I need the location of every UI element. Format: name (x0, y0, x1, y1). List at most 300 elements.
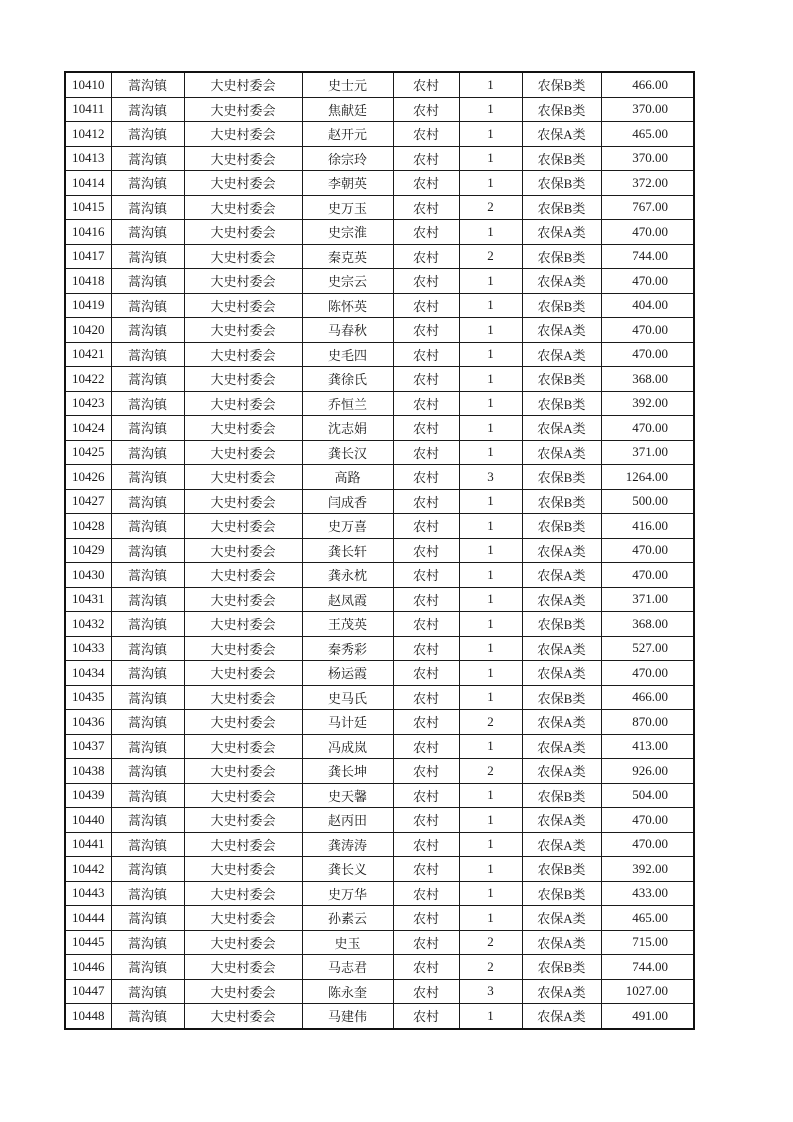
cell-amount: 470.00 (601, 220, 694, 245)
cell-village: 大史村委会 (184, 955, 302, 980)
cell-name: 王茂英 (302, 612, 393, 637)
cell-amount: 368.00 (601, 367, 694, 392)
table-row (65, 220, 694, 245)
cell-village: 大史村委会 (184, 97, 302, 122)
cell-type: 农村 (393, 661, 459, 686)
cell-category: 农保A类 (522, 636, 601, 661)
cell-id: 10433 (65, 636, 111, 661)
cell-town: 蒿沟镇 (111, 293, 184, 318)
cell-count: 1 (459, 440, 522, 465)
cell-type: 农村 (393, 220, 459, 245)
cell-village: 大史村委会 (184, 661, 302, 686)
cell-type: 农村 (393, 171, 459, 196)
table-row (65, 710, 694, 735)
cell-village: 大史村委会 (184, 244, 302, 269)
cell-id: 10411 (65, 97, 111, 122)
cell-amount: 491.00 (601, 1004, 694, 1029)
cell-count: 1 (459, 146, 522, 171)
cell-category: 农保A类 (522, 710, 601, 735)
cell-count: 1 (459, 391, 522, 416)
cell-category: 农保A类 (522, 220, 601, 245)
cell-id: 10418 (65, 269, 111, 294)
cell-count: 1 (459, 318, 522, 343)
table-row (65, 832, 694, 857)
cell-category: 农保A类 (522, 416, 601, 441)
cell-amount: 368.00 (601, 612, 694, 637)
cell-amount: 371.00 (601, 587, 694, 612)
table-row (65, 759, 694, 784)
cell-village: 大史村委会 (184, 514, 302, 539)
cell-amount: 392.00 (601, 391, 694, 416)
cell-count: 2 (459, 195, 522, 220)
cell-category: 农保B类 (522, 514, 601, 539)
cell-count: 1 (459, 808, 522, 833)
cell-id: 10415 (65, 195, 111, 220)
cell-id: 10422 (65, 367, 111, 392)
cell-type: 农村 (393, 72, 459, 97)
cell-type: 农村 (393, 636, 459, 661)
cell-category: 农保B类 (522, 97, 601, 122)
cell-category: 农保A类 (522, 979, 601, 1004)
cell-type: 农村 (393, 122, 459, 147)
cell-category: 农保A类 (522, 587, 601, 612)
cell-count: 2 (459, 930, 522, 955)
cell-name: 史万华 (302, 881, 393, 906)
cell-village: 大史村委会 (184, 489, 302, 514)
cell-village: 大史村委会 (184, 122, 302, 147)
table-row (65, 195, 694, 220)
cell-count: 3 (459, 465, 522, 490)
cell-count: 1 (459, 489, 522, 514)
cell-town: 蒿沟镇 (111, 881, 184, 906)
cell-town: 蒿沟镇 (111, 685, 184, 710)
cell-type: 农村 (393, 538, 459, 563)
cell-village: 大史村委会 (184, 783, 302, 808)
table-row (65, 734, 694, 759)
cell-type: 农村 (393, 391, 459, 416)
cell-amount: 744.00 (601, 955, 694, 980)
cell-category: 农保B类 (522, 244, 601, 269)
cell-amount: 433.00 (601, 881, 694, 906)
cell-type: 农村 (393, 97, 459, 122)
cell-amount: 372.00 (601, 171, 694, 196)
cell-category: 农保A类 (522, 342, 601, 367)
cell-category: 农保B类 (522, 391, 601, 416)
cell-amount: 466.00 (601, 72, 694, 97)
table-row (65, 318, 694, 343)
cell-town: 蒿沟镇 (111, 710, 184, 735)
cell-type: 农村 (393, 489, 459, 514)
table-row (65, 489, 694, 514)
cell-category: 农保B类 (522, 612, 601, 637)
cell-count: 2 (459, 710, 522, 735)
cell-count: 1 (459, 685, 522, 710)
cell-amount: 744.00 (601, 244, 694, 269)
cell-id: 10443 (65, 881, 111, 906)
cell-amount: 470.00 (601, 808, 694, 833)
cell-name: 龚徐氏 (302, 367, 393, 392)
cell-type: 农村 (393, 244, 459, 269)
table-row (65, 269, 694, 294)
cell-village: 大史村委会 (184, 979, 302, 1004)
cell-amount: 715.00 (601, 930, 694, 955)
cell-id: 10429 (65, 538, 111, 563)
cell-category: 农保A类 (522, 269, 601, 294)
cell-id: 10417 (65, 244, 111, 269)
cell-amount: 500.00 (601, 489, 694, 514)
cell-count: 1 (459, 587, 522, 612)
cell-town: 蒿沟镇 (111, 416, 184, 441)
table-row (65, 783, 694, 808)
cell-type: 农村 (393, 1004, 459, 1029)
cell-town: 蒿沟镇 (111, 318, 184, 343)
cell-town: 蒿沟镇 (111, 391, 184, 416)
cell-village: 大史村委会 (184, 72, 302, 97)
cell-name: 史宗淮 (302, 220, 393, 245)
cell-town: 蒿沟镇 (111, 367, 184, 392)
cell-name: 杨运霞 (302, 661, 393, 686)
cell-type: 农村 (393, 269, 459, 294)
cell-town: 蒿沟镇 (111, 1004, 184, 1029)
benefits-table (64, 71, 695, 1030)
cell-id: 10448 (65, 1004, 111, 1029)
cell-village: 大史村委会 (184, 465, 302, 490)
table-sheet (64, 71, 695, 1030)
cell-count: 2 (459, 244, 522, 269)
table-row (65, 930, 694, 955)
cell-id: 10440 (65, 808, 111, 833)
cell-id: 10425 (65, 440, 111, 465)
cell-name: 龚长坤 (302, 759, 393, 784)
cell-town: 蒿沟镇 (111, 97, 184, 122)
table-row (65, 1004, 694, 1029)
cell-amount: 870.00 (601, 710, 694, 735)
cell-amount: 392.00 (601, 857, 694, 882)
cell-id: 10442 (65, 857, 111, 882)
cell-name: 李朝英 (302, 171, 393, 196)
cell-category: 农保A类 (522, 1004, 601, 1029)
table-row (65, 293, 694, 318)
cell-count: 1 (459, 171, 522, 196)
cell-category: 农保A类 (522, 759, 601, 784)
cell-name: 焦献廷 (302, 97, 393, 122)
table-row (65, 636, 694, 661)
cell-category: 农保A类 (522, 440, 601, 465)
cell-count: 1 (459, 97, 522, 122)
cell-category: 农保A类 (522, 661, 601, 686)
cell-type: 农村 (393, 318, 459, 343)
cell-name: 马建伟 (302, 1004, 393, 1029)
cell-count: 2 (459, 759, 522, 784)
cell-village: 大史村委会 (184, 440, 302, 465)
cell-amount: 470.00 (601, 416, 694, 441)
cell-town: 蒿沟镇 (111, 587, 184, 612)
cell-town: 蒿沟镇 (111, 72, 184, 97)
table-row (65, 72, 694, 97)
cell-type: 农村 (393, 587, 459, 612)
cell-id: 10413 (65, 146, 111, 171)
cell-name: 冯成岚 (302, 734, 393, 759)
cell-category: 农保A类 (522, 563, 601, 588)
cell-village: 大史村委会 (184, 391, 302, 416)
cell-town: 蒿沟镇 (111, 759, 184, 784)
cell-id: 10444 (65, 906, 111, 931)
cell-type: 农村 (393, 293, 459, 318)
cell-name: 龚长汉 (302, 440, 393, 465)
cell-id: 10436 (65, 710, 111, 735)
cell-id: 10412 (65, 122, 111, 147)
cell-amount: 465.00 (601, 122, 694, 147)
table-row (65, 685, 694, 710)
cell-town: 蒿沟镇 (111, 955, 184, 980)
cell-type: 农村 (393, 930, 459, 955)
cell-id: 10434 (65, 661, 111, 686)
cell-category: 农保B类 (522, 367, 601, 392)
cell-id: 10416 (65, 220, 111, 245)
cell-town: 蒿沟镇 (111, 146, 184, 171)
cell-count: 1 (459, 293, 522, 318)
cell-id: 10446 (65, 955, 111, 980)
cell-count: 1 (459, 269, 522, 294)
cell-type: 农村 (393, 759, 459, 784)
cell-amount: 470.00 (601, 661, 694, 686)
cell-name: 龚永枕 (302, 563, 393, 588)
cell-type: 农村 (393, 195, 459, 220)
cell-name: 史玉 (302, 930, 393, 955)
cell-amount: 767.00 (601, 195, 694, 220)
cell-type: 农村 (393, 783, 459, 808)
cell-category: 农保B类 (522, 685, 601, 710)
cell-town: 蒿沟镇 (111, 612, 184, 637)
table-row (65, 612, 694, 637)
cell-village: 大史村委会 (184, 710, 302, 735)
cell-count: 1 (459, 220, 522, 245)
cell-count: 1 (459, 636, 522, 661)
cell-name: 马计廷 (302, 710, 393, 735)
cell-id: 10414 (65, 171, 111, 196)
cell-type: 农村 (393, 146, 459, 171)
cell-category: 农保B类 (522, 72, 601, 97)
cell-type: 农村 (393, 710, 459, 735)
cell-village: 大史村委会 (184, 563, 302, 588)
cell-town: 蒿沟镇 (111, 832, 184, 857)
cell-id: 10421 (65, 342, 111, 367)
cell-name: 史毛四 (302, 342, 393, 367)
cell-name: 马春秋 (302, 318, 393, 343)
cell-name: 秦克英 (302, 244, 393, 269)
cell-type: 农村 (393, 416, 459, 441)
cell-category: 农保A类 (522, 122, 601, 147)
cell-id: 10423 (65, 391, 111, 416)
cell-name: 史万玉 (302, 195, 393, 220)
cell-category: 农保B类 (522, 489, 601, 514)
cell-type: 农村 (393, 906, 459, 931)
cell-amount: 527.00 (601, 636, 694, 661)
cell-category: 农保A类 (522, 318, 601, 343)
cell-count: 1 (459, 857, 522, 882)
cell-amount: 926.00 (601, 759, 694, 784)
cell-id: 10426 (65, 465, 111, 490)
cell-amount: 504.00 (601, 783, 694, 808)
cell-town: 蒿沟镇 (111, 857, 184, 882)
cell-village: 大史村委会 (184, 195, 302, 220)
cell-id: 10441 (65, 832, 111, 857)
cell-count: 3 (459, 979, 522, 1004)
cell-village: 大史村委会 (184, 318, 302, 343)
cell-count: 1 (459, 832, 522, 857)
cell-id: 10424 (65, 416, 111, 441)
cell-id: 10447 (65, 979, 111, 1004)
cell-count: 1 (459, 1004, 522, 1029)
cell-village: 大史村委会 (184, 636, 302, 661)
cell-category: 农保B类 (522, 465, 601, 490)
table-row (65, 514, 694, 539)
cell-town: 蒿沟镇 (111, 661, 184, 686)
table-body (65, 72, 694, 1029)
cell-town: 蒿沟镇 (111, 979, 184, 1004)
cell-amount: 470.00 (601, 342, 694, 367)
cell-name: 孙素云 (302, 906, 393, 931)
cell-town: 蒿沟镇 (111, 122, 184, 147)
cell-town: 蒿沟镇 (111, 734, 184, 759)
cell-amount: 416.00 (601, 514, 694, 539)
cell-id: 10410 (65, 72, 111, 97)
cell-amount: 470.00 (601, 538, 694, 563)
cell-count: 1 (459, 783, 522, 808)
cell-name: 马志君 (302, 955, 393, 980)
cell-category: 农保A类 (522, 734, 601, 759)
cell-village: 大史村委会 (184, 538, 302, 563)
table-row (65, 244, 694, 269)
cell-category: 农保B类 (522, 783, 601, 808)
table-row (65, 538, 694, 563)
cell-name: 闫成香 (302, 489, 393, 514)
cell-count: 1 (459, 367, 522, 392)
cell-category: 农保B类 (522, 857, 601, 882)
cell-type: 农村 (393, 857, 459, 882)
cell-type: 农村 (393, 563, 459, 588)
table-row (65, 416, 694, 441)
cell-id: 10430 (65, 563, 111, 588)
table-row (65, 857, 694, 882)
cell-name: 秦秀彩 (302, 636, 393, 661)
cell-amount: 470.00 (601, 832, 694, 857)
cell-category: 农保B类 (522, 955, 601, 980)
cell-village: 大史村委会 (184, 734, 302, 759)
cell-category: 农保B类 (522, 881, 601, 906)
cell-town: 蒿沟镇 (111, 514, 184, 539)
cell-amount: 470.00 (601, 318, 694, 343)
cell-name: 徐宗玲 (302, 146, 393, 171)
cell-village: 大史村委会 (184, 881, 302, 906)
table-row (65, 979, 694, 1004)
table-row (65, 563, 694, 588)
cell-village: 大史村委会 (184, 269, 302, 294)
cell-village: 大史村委会 (184, 857, 302, 882)
cell-type: 农村 (393, 465, 459, 490)
cell-count: 1 (459, 122, 522, 147)
cell-town: 蒿沟镇 (111, 244, 184, 269)
cell-category: 农保A类 (522, 930, 601, 955)
cell-category: 农保A类 (522, 808, 601, 833)
table-row (65, 146, 694, 171)
cell-amount: 370.00 (601, 97, 694, 122)
cell-type: 农村 (393, 440, 459, 465)
cell-village: 大史村委会 (184, 342, 302, 367)
table-row (65, 661, 694, 686)
cell-type: 农村 (393, 734, 459, 759)
table-row (65, 391, 694, 416)
cell-town: 蒿沟镇 (111, 808, 184, 833)
cell-type: 农村 (393, 832, 459, 857)
table-row (65, 97, 694, 122)
cell-id: 10427 (65, 489, 111, 514)
cell-town: 蒿沟镇 (111, 636, 184, 661)
cell-amount: 465.00 (601, 906, 694, 931)
table-row (65, 808, 694, 833)
cell-village: 大史村委会 (184, 759, 302, 784)
cell-count: 1 (459, 416, 522, 441)
cell-name: 乔恒兰 (302, 391, 393, 416)
cell-id: 10420 (65, 318, 111, 343)
cell-town: 蒿沟镇 (111, 930, 184, 955)
cell-name: 陈怀英 (302, 293, 393, 318)
cell-id: 10438 (65, 759, 111, 784)
cell-amount: 413.00 (601, 734, 694, 759)
cell-id: 10432 (65, 612, 111, 637)
cell-amount: 370.00 (601, 146, 694, 171)
cell-name: 赵开元 (302, 122, 393, 147)
cell-amount: 1027.00 (601, 979, 694, 1004)
cell-category: 农保B类 (522, 195, 601, 220)
cell-village: 大史村委会 (184, 293, 302, 318)
cell-name: 史万喜 (302, 514, 393, 539)
cell-name: 陈永奎 (302, 979, 393, 1004)
table-row (65, 881, 694, 906)
table-row (65, 587, 694, 612)
table-row (65, 122, 694, 147)
cell-town: 蒿沟镇 (111, 195, 184, 220)
cell-id: 10445 (65, 930, 111, 955)
cell-amount: 470.00 (601, 563, 694, 588)
cell-name: 龚长轩 (302, 538, 393, 563)
cell-town: 蒿沟镇 (111, 538, 184, 563)
cell-name: 史马氏 (302, 685, 393, 710)
cell-count: 1 (459, 612, 522, 637)
cell-category: 农保B类 (522, 171, 601, 196)
cell-village: 大史村委会 (184, 685, 302, 710)
cell-town: 蒿沟镇 (111, 269, 184, 294)
table-row (65, 465, 694, 490)
cell-town: 蒿沟镇 (111, 906, 184, 931)
cell-name: 史天馨 (302, 783, 393, 808)
cell-type: 农村 (393, 367, 459, 392)
cell-count: 1 (459, 342, 522, 367)
cell-count: 1 (459, 538, 522, 563)
cell-id: 10435 (65, 685, 111, 710)
cell-town: 蒿沟镇 (111, 342, 184, 367)
cell-town: 蒿沟镇 (111, 465, 184, 490)
cell-type: 农村 (393, 685, 459, 710)
table-row (65, 367, 694, 392)
cell-category: 农保A类 (522, 906, 601, 931)
cell-count: 1 (459, 563, 522, 588)
cell-category: 农保B类 (522, 146, 601, 171)
cell-count: 1 (459, 906, 522, 931)
cell-count: 1 (459, 661, 522, 686)
cell-village: 大史村委会 (184, 808, 302, 833)
cell-village: 大史村委会 (184, 587, 302, 612)
